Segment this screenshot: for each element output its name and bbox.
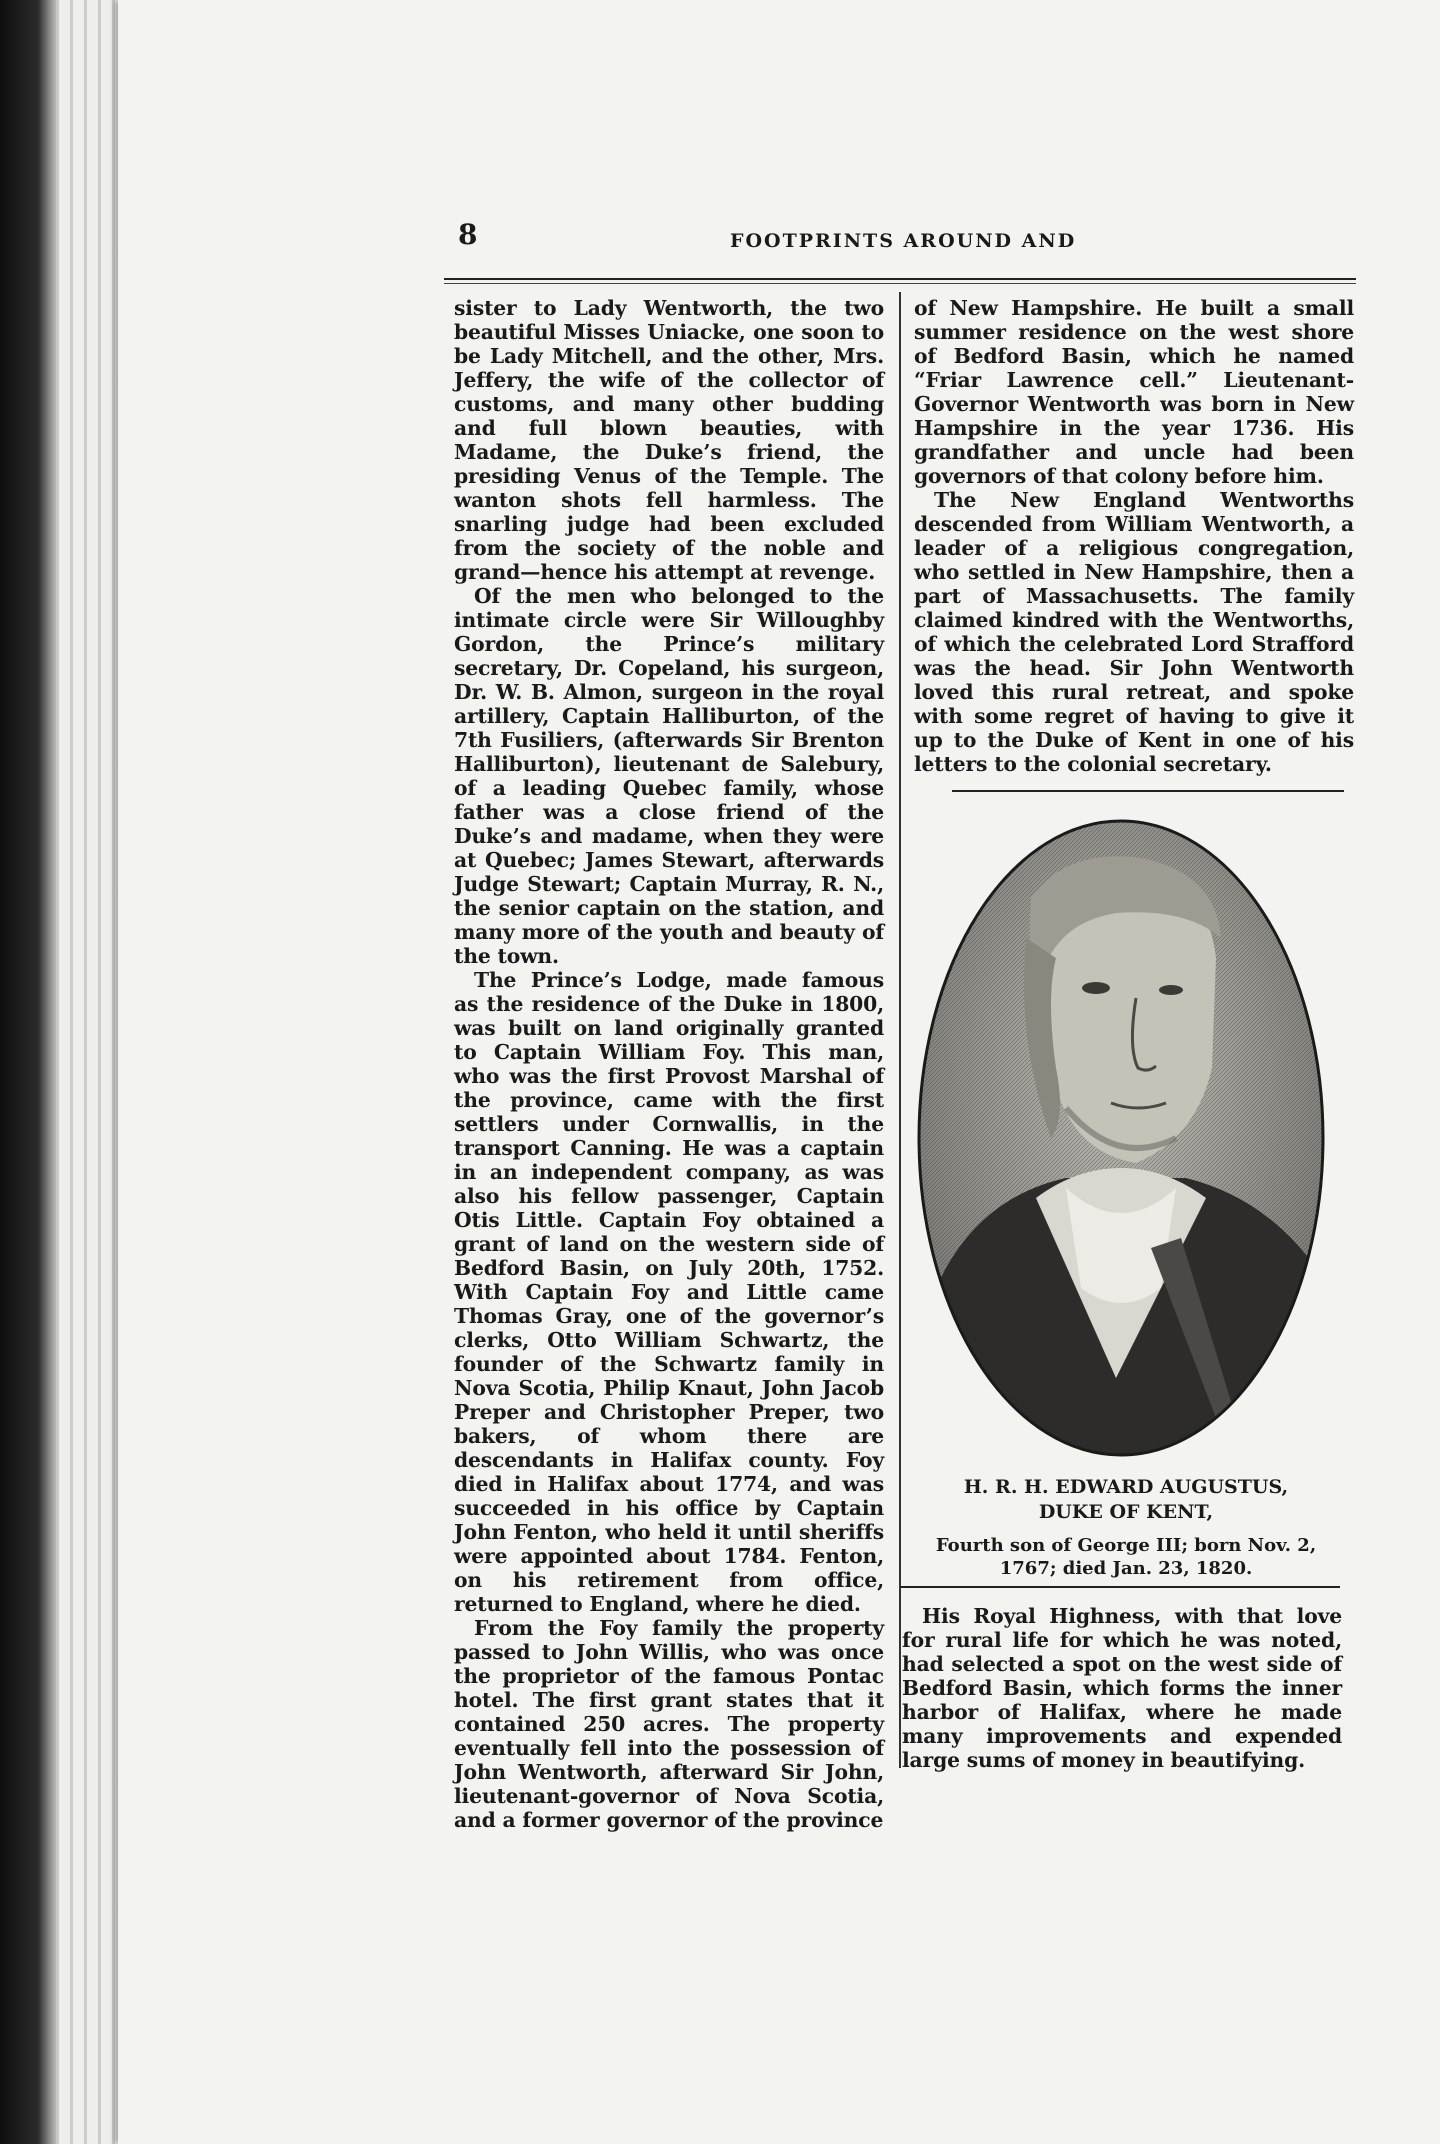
paragraph: His Royal Highness, with that love for rural life for which he was noted, had selected a spot on the west side of Bedford Basin, which forms the inner harbor of Halifax, where he made many improvements and expended large sums of money in beautifying. <box>902 1604 1342 1772</box>
portrait-caption-title: H. R. H. EDWARD AUGUSTUS, <box>963 1476 1289 1498</box>
column-divider <box>899 292 901 1768</box>
paragraph: The Prince’s Lodge, made famous as the residence of the Duke in 1800, was built on land originally granted to Captain William Foy. This man, who was the first Provost Marshal of the province, came with the first settlers under Cornwallis, in the transport Canning. He was a captain in an independent company, as was also his fellow passenger, Captain Otis Little. Captain Foy obtained a grant of land on the western side of Bedford Basin, on July 20th, 1752. With Captain Foy and Little came Thomas Gray, one of the governor’s clerks, Otto William Schwartz, the founder of the Schwartz family in Nova Scotia, Philip Knaut, John Jacob Preper and Christopher Preper, two bakers, of whom there are descendants in Halifax county. Foy died in Halifax about 1774, and was succeeded in his office by Captain John Fenton, who held it until sheriffs were appointed about 1784. Fenton, on his retirement from office, returned to England, where he died. <box>454 968 884 1616</box>
paragraph: of New Hampshire. He built a small summer residence on the west shore of Bedford Basin, which he named “Friar Lawrence cell.” Lieutenant-Governor Wentworth was born in New Hampshire in the year 1736. His grandfather and uncle had been governors of that colony before him. <box>914 296 1354 488</box>
paragraph: Of the men who belonged to the intimate circle were Sir Willoughby Gordon, the Prince’s military secretary, Dr. Copeland, his surgeon, Dr. W. B. Almon, surgeon in the royal artillery, Captain Halliburton, of the 7th Fusiliers, (afterwards Sir Brenton Halliburton), lieutenant de Salebury, of a leading Quebec family, whose father was a close friend of the Duke’s and madame, when they were at Quebec; James Stewart, afterwards Judge Stewart; Captain Murray, R. N., the senior captain on the station, and many more of the youth and beauty of the town. <box>454 584 884 968</box>
portrait-image <box>916 818 1326 1458</box>
paragraph: From the Foy family the property passed to John Willis, who was once the proprietor of the famous Pontac hotel. The first grant states that it contained 250 acres. The property eventually fell into the possession of John Wentworth, afterward Sir John, lieutenant-governor of Nova Scotia, and a former governor of the province <box>454 1616 884 1832</box>
page-number: 8 <box>458 218 478 251</box>
caption-rule <box>900 1586 1340 1588</box>
paragraph: sister to Lady Wentworth, the two beautiful Misses Uniacke, one soon to be Lady Mitchell, and the other, Mrs. Jeffery, the wife of the collector of customs, and many other budding and full blown beauties, with Madame, the Duke’s friend, the presiding Venus of the Temple. The wanton shots fell harmless. The snarling judge had been excluded from the society of the noble and grand—hence his attempt at revenge. <box>454 296 884 584</box>
left-column <box>454 296 884 1832</box>
right-column-bottom <box>902 1604 1342 1772</box>
portrait-caption-subtitle: DUKE OF KENT, <box>1038 1501 1214 1523</box>
paragraph: The New England Wentworths descended from William Wentworth, a leader of a religious congregation, who settled in New Hampshire, then a part of Massachusetts. The family claimed kindred with the Wentworths, of which the celebrated Lord Strafford was the head. Sir John Wentworth loved this rural retreat, and spoke with some regret of having to give it up to the Duke of Kent in one of his letters to the colonial secretary. <box>914 488 1354 776</box>
right-column-top <box>914 296 1354 776</box>
running-head: FOOTPRINTS AROUND AND <box>730 230 1077 252</box>
portrait-caption-description: Fourth son of George III; born Nov. 2, 1767; died Jan. 23, 1820. <box>935 1535 1317 1579</box>
book-binding-edge <box>0 0 60 2144</box>
header-rule <box>444 278 1356 284</box>
portrait-engraving <box>916 818 1326 1458</box>
section-rule <box>952 790 1344 792</box>
